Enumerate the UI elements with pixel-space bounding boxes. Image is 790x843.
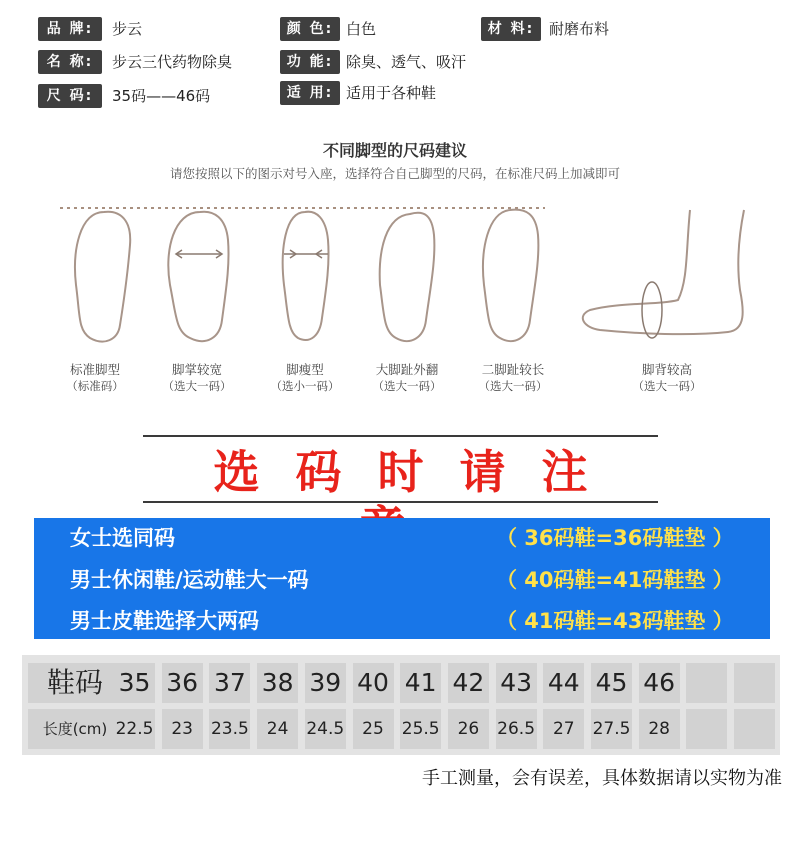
- length-cell: 27: [543, 709, 584, 749]
- notice-divider-top: [143, 435, 658, 437]
- foot-type-tip: （选大一码）: [162, 379, 232, 393]
- length-cell: 26: [448, 709, 489, 749]
- function-label: 功 能:: [280, 50, 340, 74]
- length-cell: 24: [257, 709, 298, 749]
- material-value: 耐磨布料: [549, 20, 610, 38]
- material-label: 材 料:: [481, 17, 541, 41]
- name-label: 名 称:: [38, 50, 102, 74]
- size-cell: 42: [448, 663, 489, 703]
- high-instep-foot-icon: [583, 210, 744, 334]
- foot-type-1: [58, 362, 132, 394]
- notice-title: 选码时请注: [213, 445, 624, 499]
- rule-women-match: （ 36码鞋=36码鞋垫 ）: [496, 526, 734, 550]
- bunion-foot-icon: [380, 213, 435, 341]
- foot-type-name: 脚背较高: [641, 362, 692, 377]
- rule-men-casual-match: （ 40码鞋=41码鞋垫 ）: [496, 568, 734, 592]
- length-cell: 23: [162, 709, 203, 749]
- size-rules-box: [34, 518, 770, 639]
- length-cell: 27.5: [591, 709, 632, 749]
- size-cell: 39: [305, 663, 346, 703]
- length-cell: 25: [353, 709, 394, 749]
- color-label: 颜 色:: [280, 17, 340, 41]
- foot-type-tip: （选大一码）: [372, 379, 442, 393]
- foot-type-5: [468, 362, 558, 394]
- thin-foot-icon: [283, 212, 329, 340]
- usage-value: 适用于各种鞋: [346, 84, 437, 102]
- size-table: [22, 655, 780, 755]
- size-label: 尺 码:: [38, 84, 102, 108]
- foot-type-tip: （选大一码）: [632, 379, 702, 393]
- foot-type-name: 脚瘦型: [286, 362, 324, 377]
- color-value: 白色: [346, 20, 377, 38]
- length-cell: 22.5: [114, 709, 155, 749]
- size-cell: 44: [543, 663, 584, 703]
- foot-type-tip: （标准码）: [66, 379, 124, 393]
- measurement-footnote: 手工测量，会有误差，具体数据请以实物为准: [422, 768, 782, 789]
- length-cell: [734, 709, 775, 749]
- usage-label: 适 用:: [280, 81, 340, 105]
- rule-men-leather: 男士皮鞋选择大两码: [70, 609, 259, 633]
- rule-men-casual: 男士休闲鞋/运动鞋大一码: [70, 568, 309, 592]
- size-cell: 38: [257, 663, 298, 703]
- name-value: 步云三代药物除臭: [112, 53, 233, 71]
- brand-label: 品 牌:: [38, 17, 102, 41]
- length-cell: 25.5: [400, 709, 441, 749]
- foot-type-name: 二脚趾较长: [481, 362, 545, 377]
- size-value: 35码——46码: [112, 87, 211, 105]
- rule-men-leather-match: （ 41码鞋=43码鞋垫 ）: [496, 609, 734, 633]
- wide-foot-icon: [168, 212, 228, 341]
- size-header: 鞋码: [28, 663, 122, 703]
- length-cell: 26.5: [496, 709, 537, 749]
- long-toe-foot-icon: [483, 210, 538, 341]
- foot-type-2: [152, 362, 242, 394]
- foot-guide-subtitle: 请您按照以下的图示对号入座，选择符合自己脚型的尺码，在标准尺码上加减即可: [169, 166, 620, 181]
- size-cell: 45: [591, 663, 632, 703]
- size-cell: 43: [496, 663, 537, 703]
- length-cell: 28: [639, 709, 680, 749]
- length-cell: 23.5: [209, 709, 250, 749]
- size-cell: 40: [353, 663, 394, 703]
- size-cell: 36: [162, 663, 203, 703]
- foot-type-name: 脚掌较宽: [171, 362, 222, 377]
- standard-foot-icon: [75, 212, 130, 342]
- foot-type-name: 大脚趾外翻: [375, 362, 439, 377]
- size-cell: [734, 663, 775, 703]
- length-header: 长度(cm): [28, 709, 122, 749]
- foot-type-tip: （选大一码）: [478, 379, 548, 393]
- foot-guide-title: 不同脚型的尺码建议: [322, 141, 467, 160]
- rule-women: 女士选同码: [70, 526, 175, 550]
- size-cell: 46: [639, 663, 680, 703]
- function-value: 除臭、透气、吸汗: [346, 53, 467, 71]
- foot-type-4: [362, 362, 452, 394]
- brand-value: 步云: [112, 20, 143, 38]
- size-cell: 37: [209, 663, 250, 703]
- foot-type-3: [260, 362, 350, 394]
- foot-type-tip: （选小一码）: [270, 379, 340, 393]
- foot-type-6: [620, 362, 714, 394]
- foot-type-name: 标准脚型: [69, 362, 120, 377]
- size-cell: [686, 663, 727, 703]
- length-cell: 24.5: [305, 709, 346, 749]
- notice-divider-bottom: [143, 501, 658, 503]
- length-cell: [686, 709, 727, 749]
- size-cell: 35: [114, 663, 155, 703]
- foot-illustrations: [0, 190, 790, 355]
- size-cell: 41: [400, 663, 441, 703]
